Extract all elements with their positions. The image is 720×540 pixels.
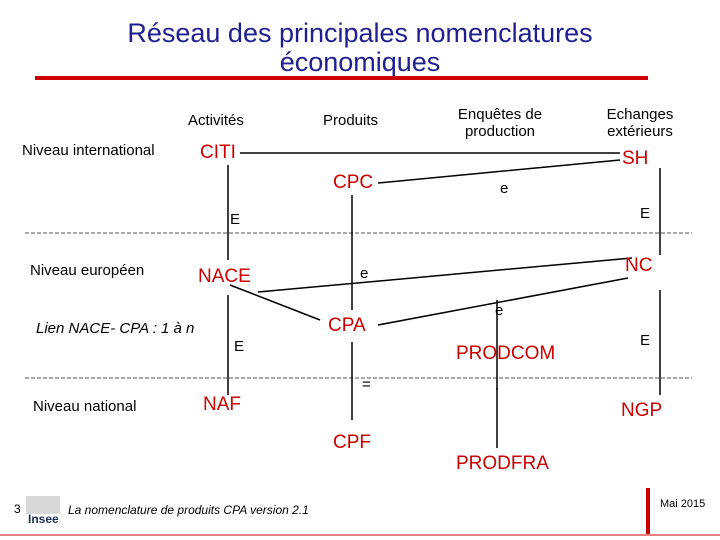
- node-sh: SH: [622, 148, 649, 169]
- link-E-citi: E: [230, 211, 241, 228]
- col-enquetes-2: production: [464, 123, 536, 140]
- col-echanges-2: extérieurs: [607, 123, 673, 140]
- lien-text: Lien NACE- CPA : 1 à n: [36, 320, 195, 337]
- link-E-nace: E: [234, 338, 245, 355]
- node-cpa: CPA: [328, 315, 366, 336]
- link-E-nc: E: [640, 332, 651, 349]
- node-naf: NAF: [203, 394, 241, 415]
- node-prodcom: PRODCOM: [456, 343, 556, 364]
- insee-logo-text: Insee: [28, 512, 59, 526]
- level-international: Niveau international: [22, 142, 155, 159]
- node-ngp: NGP: [621, 400, 663, 421]
- level-europeen: Niveau européen: [30, 262, 145, 279]
- link-e-nace-nc: e: [360, 265, 369, 282]
- footer-red-bar: [646, 488, 650, 534]
- link-e-cpa-nc: e: [495, 302, 504, 319]
- col-echanges-1: Echanges: [606, 106, 674, 123]
- node-prodfra: PRODFRA: [456, 453, 549, 474]
- node-cpf: CPF: [333, 432, 371, 453]
- level-national: Niveau national: [33, 398, 137, 415]
- link-e-cpc-sh: e: [500, 180, 509, 197]
- node-nc: NC: [625, 255, 653, 276]
- title-line-1: Réseau des principales nomenclatures: [127, 18, 593, 48]
- col-activites: Activités: [188, 112, 244, 129]
- node-cpc: CPC: [333, 172, 374, 193]
- footer-date: Mai 2015: [660, 498, 706, 510]
- footer-caption: La nomenclature de produits CPA version 2.1: [68, 503, 309, 517]
- link-E-sh: E: [640, 205, 651, 222]
- line-nace-nc: [258, 258, 632, 292]
- col-produits: Produits: [323, 112, 379, 129]
- col-enquetes-1: Enquêtes de: [457, 106, 543, 123]
- node-nace: NACE: [198, 266, 251, 287]
- line-cpc-sh: [378, 160, 620, 183]
- node-citi: CITI: [200, 142, 236, 163]
- page-number: 3: [14, 502, 21, 516]
- link-eq-cpa: =: [362, 376, 371, 393]
- title-line-2: économiques: [279, 47, 441, 77]
